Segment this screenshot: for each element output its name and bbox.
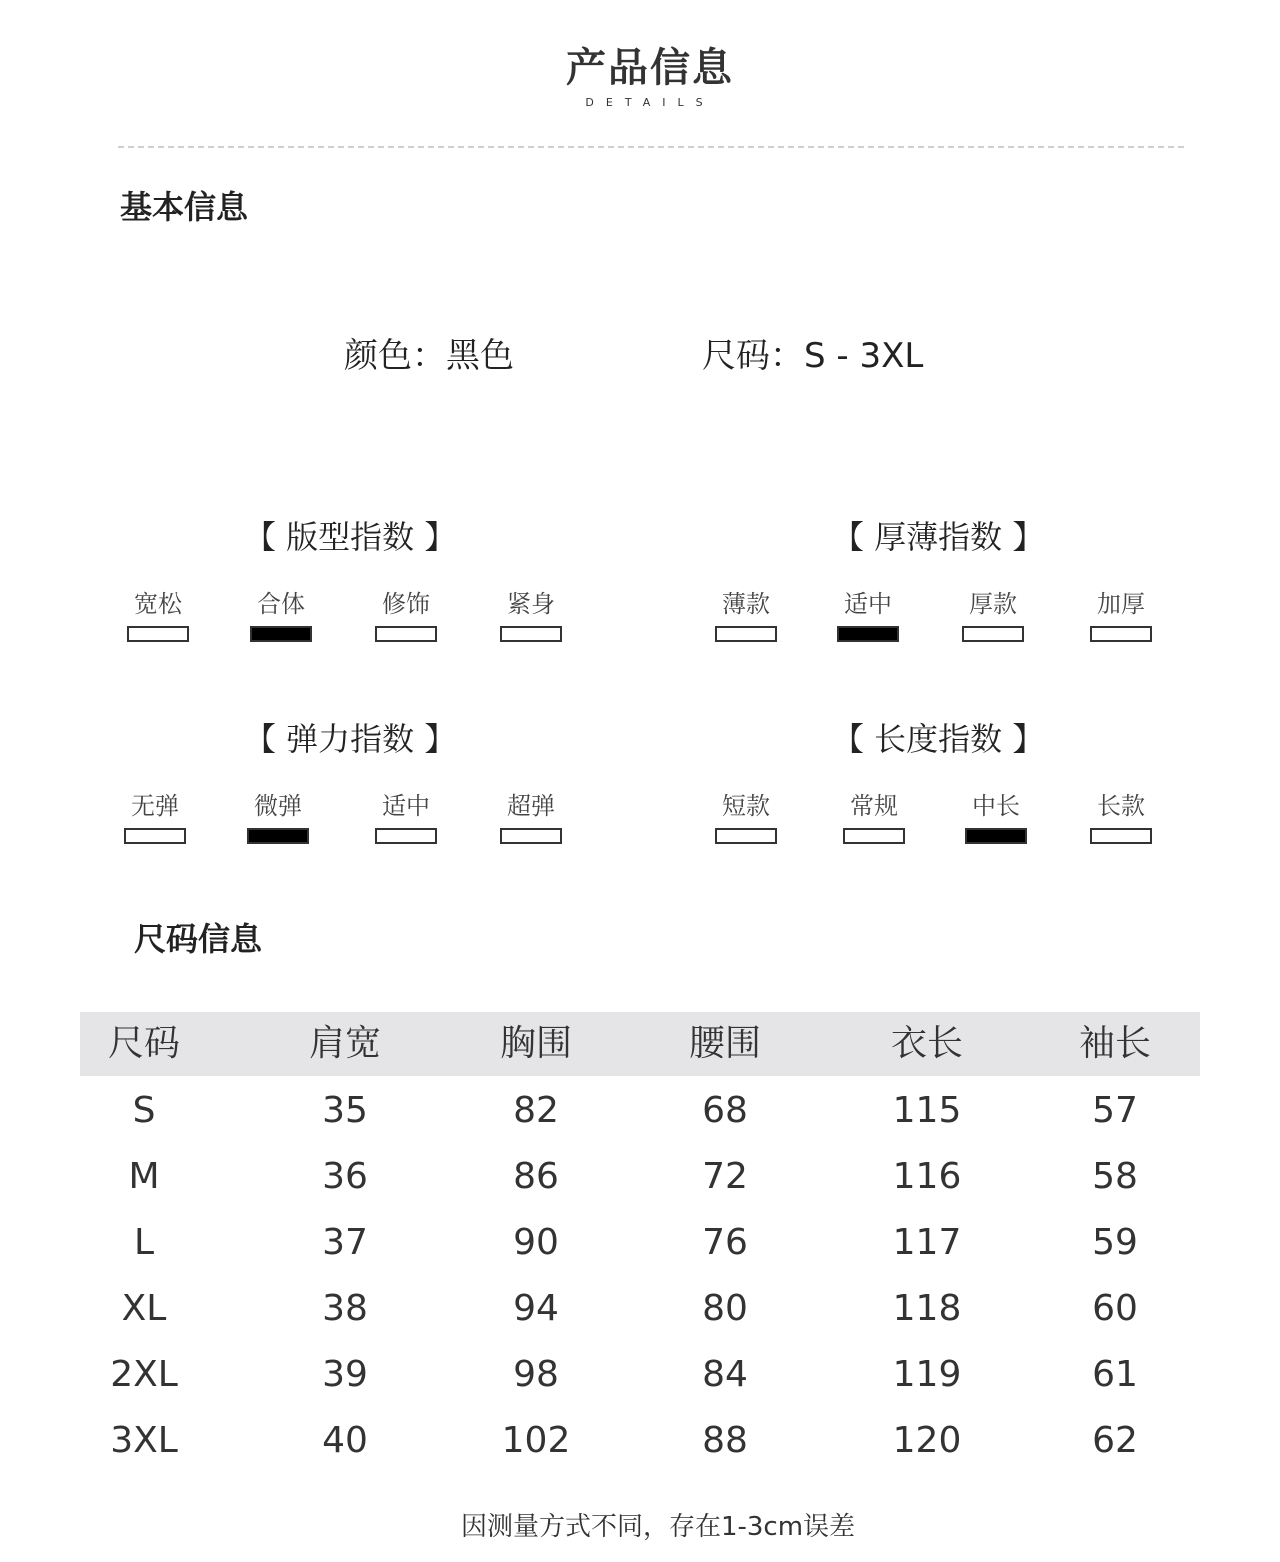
option-indicator [843,828,905,844]
size-range-info [702,328,923,377]
option-indicator [500,828,562,844]
table-cell: 90 [513,1222,559,1263]
option-indicator [715,828,777,844]
table-cell: 3XL [110,1420,178,1461]
elasticity-option [374,790,438,844]
table-cell: 76 [702,1222,748,1263]
column-header-shoulder: 肩宽 [308,1023,381,1064]
option-label: 修饰 [382,590,430,618]
elasticity-index-title: 【 弹力指数 】 [244,720,457,758]
option-indicator [962,626,1024,642]
column-header-sleeve: 袖长 [1078,1023,1151,1064]
table-cell: 58 [1092,1156,1138,1197]
option-label: 合体 [257,590,305,618]
option-indicator-selected [247,828,309,844]
table-cell: 57 [1092,1090,1138,1131]
option-indicator [127,626,189,642]
elasticity-option [123,790,187,844]
option-indicator [500,626,562,642]
thickness-option [1089,588,1153,642]
option-indicator [715,626,777,642]
table-row [0,1276,1280,1342]
table-row [0,1210,1280,1276]
option-indicator [1090,828,1152,844]
column-header-waist: 腰围 [688,1023,761,1064]
size-table-header [80,1012,1200,1076]
table-cell: 61 [1092,1354,1138,1395]
option-label: 适中 [382,792,430,820]
table-cell: 82 [513,1090,559,1131]
option-label: 微弹 [254,792,302,820]
option-label: 常规 [850,792,898,820]
option-indicator [375,626,437,642]
table-cell: 94 [513,1288,559,1329]
table-cell: 60 [1092,1288,1138,1329]
length-option [842,790,906,844]
option-label: 超弹 [507,792,555,820]
table-cell: 37 [322,1222,368,1263]
table-cell: 120 [892,1420,962,1461]
option-label: 薄款 [722,590,770,618]
length-index-title: 【 长度指数 】 [832,720,1045,758]
color-info [344,328,514,377]
table-cell: 84 [702,1354,748,1395]
table-cell: 2XL [110,1354,178,1395]
table-cell: 88 [702,1420,748,1461]
table-cell: 36 [322,1156,368,1197]
table-cell: 72 [702,1156,748,1197]
fit-option [499,588,563,642]
option-label: 宽松 [134,590,182,618]
table-cell: XL [121,1288,167,1329]
thickness-index-title: 【 厚薄指数 】 [832,518,1045,556]
option-label: 无弹 [131,792,179,820]
table-cell: 116 [892,1156,962,1197]
table-cell: 62 [1092,1420,1138,1461]
table-cell: 117 [892,1222,962,1263]
table-cell: 38 [322,1288,368,1329]
table-cell: S [132,1090,156,1131]
thickness-option [836,588,900,642]
size-value: S - 3XL [804,336,924,376]
color-value: 黑色 [446,336,514,376]
table-row [0,1408,1280,1474]
dashed-divider [118,146,1184,148]
page-title: 产品信息 [566,45,734,91]
table-cell: M [128,1156,160,1197]
basic-info-title: 基本信息 [120,188,249,226]
color-label: 颜色： [344,336,446,376]
table-cell: 102 [501,1420,571,1461]
table-cell: L [133,1222,155,1263]
table-cell: 118 [892,1288,962,1329]
thickness-option [961,588,1025,642]
elasticity-option [499,790,563,844]
option-indicator-selected [965,828,1027,844]
option-indicator-selected [837,626,899,642]
table-cell: 35 [322,1090,368,1131]
table-cell: 98 [513,1354,559,1395]
measurement-footnote: 因测量方式不同，存在1-3cm误差 [460,1512,856,1542]
column-header-size: 尺码 [107,1023,180,1064]
table-cell: 115 [892,1090,962,1131]
column-header-length: 衣长 [890,1023,963,1064]
size-info-title: 尺码信息 [134,920,263,958]
size-label: 尺码： [702,336,804,376]
option-label: 紧身 [507,590,555,618]
option-label: 短款 [722,792,770,820]
table-row [0,1342,1280,1408]
option-indicator [124,828,186,844]
fit-option [249,588,313,642]
table-cell: 40 [322,1420,368,1461]
option-label: 加厚 [1097,590,1145,618]
option-label: 中长 [972,792,1020,820]
length-option [1089,790,1153,844]
elasticity-option [246,790,310,844]
table-cell: 80 [702,1288,748,1329]
option-label: 厚款 [969,590,1017,618]
page-subtitle: DETAILS [585,96,715,109]
fit-index-title: 【 版型指数 】 [244,518,457,556]
option-indicator [1090,626,1152,642]
fit-option [126,588,190,642]
option-label: 长款 [1097,792,1145,820]
table-cell: 86 [513,1156,559,1197]
fit-option [374,588,438,642]
length-option [964,790,1028,844]
option-indicator [375,828,437,844]
table-cell: 68 [702,1090,748,1131]
length-option [714,790,778,844]
table-cell: 39 [322,1354,368,1395]
table-row [0,1078,1280,1144]
table-cell: 119 [892,1354,962,1395]
option-label: 适中 [844,590,892,618]
table-cell: 59 [1092,1222,1138,1263]
option-indicator-selected [250,626,312,642]
thickness-option [714,588,778,642]
column-header-chest: 胸围 [499,1023,572,1064]
table-row [0,1144,1280,1210]
